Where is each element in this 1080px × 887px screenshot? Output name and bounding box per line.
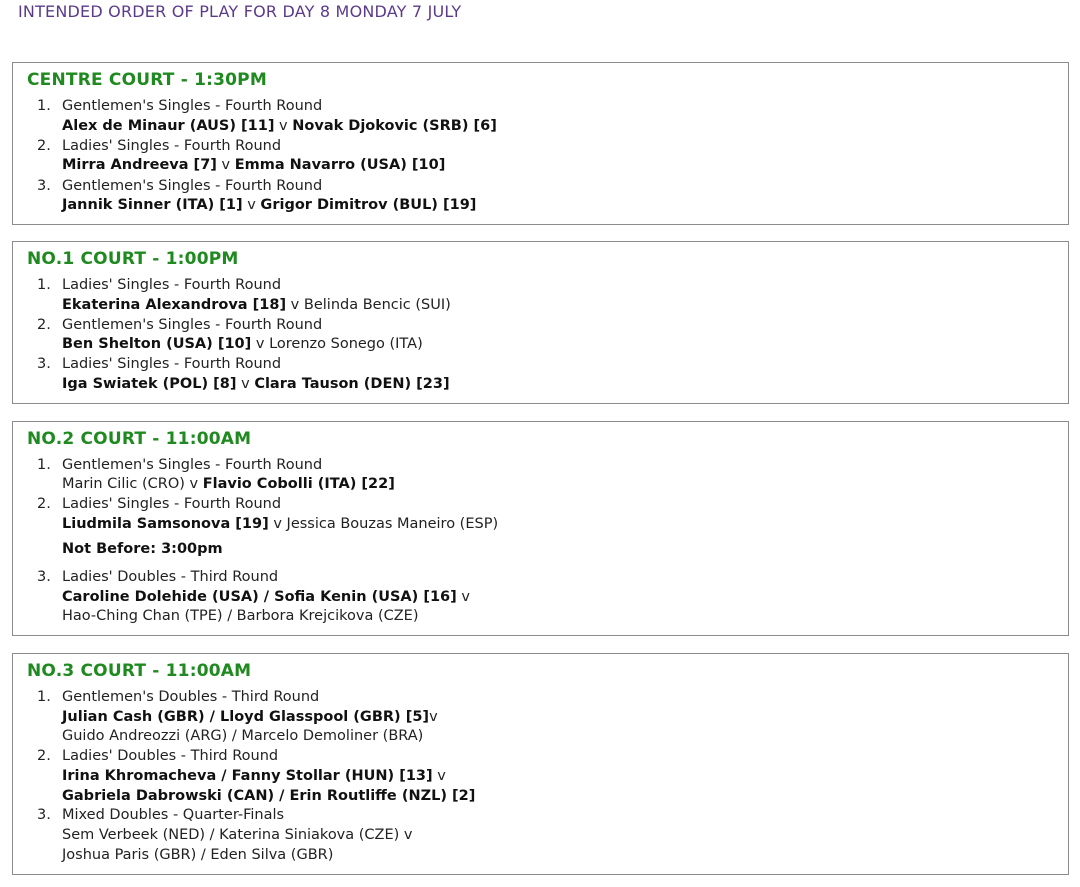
versus-label: v (429, 709, 438, 725)
versus-label: v (399, 827, 413, 843)
player-2: Grigor Dimitrov (BUL) [19] (260, 197, 477, 213)
not-before-note: Not Before: 3:00pm (62, 541, 223, 557)
event-name: Gentlemen's Singles - Fourth Round (62, 317, 323, 333)
team-2: Gabriela Dabrowski (CAN) / Erin Routliffe (NZL) [2] (62, 788, 476, 804)
player-1: Alex de Minaur (AUS) [11] (62, 118, 275, 134)
court-block-no2 (12, 421, 1069, 636)
player-1: Ekaterina Alexandrova [18] (62, 297, 287, 313)
event-name: Ladies' Doubles - Third Round (62, 569, 279, 585)
versus-label: v (432, 768, 446, 784)
match-players (62, 117, 497, 135)
team-2: Guido Andreozzi (ARG) / Marcelo Demoliner (BRA) (62, 728, 424, 744)
event-name: Gentlemen's Singles - Fourth Round (62, 98, 323, 114)
team-1: Caroline Dolehide (USA) / Sofia Kenin (USA) [16] (62, 589, 457, 605)
player-2: Emma Navarro (USA) [10] (234, 157, 446, 173)
player-1: Mirra Andreeva [7] (62, 157, 217, 173)
event-name: Ladies' Singles - Fourth Round (62, 138, 282, 154)
match-players (62, 826, 413, 844)
event-name: Ladies' Singles - Fourth Round (62, 356, 282, 372)
versus-label: v (268, 516, 287, 532)
event-name: Ladies' Singles - Fourth Round (62, 496, 282, 512)
versus-label: v (236, 376, 255, 392)
event-name: Mixed Doubles - Quarter-Finals (62, 807, 285, 823)
match-players (62, 156, 445, 174)
player-2: Jessica Bouzas Maneiro (ESP) (286, 516, 499, 532)
player-2: Lorenzo Sonego (ITA) (269, 336, 423, 352)
player-1: Iga Swiatek (POL) [8] (62, 376, 237, 392)
event-name: Gentlemen's Doubles - Third Round (62, 689, 320, 705)
match-number: 2. (37, 748, 51, 764)
event-name: Gentlemen's Singles - Fourth Round (62, 178, 323, 194)
player-2: Clara Tauson (DEN) [23] (254, 376, 450, 392)
player-1: Ben Shelton (USA) [10] (62, 336, 252, 352)
match-players (62, 708, 438, 726)
player-1: Jannik Sinner (ITA) [1] (62, 197, 243, 213)
team-1: Sem Verbeek (NED) / Katerina Siniakova (CZE) (62, 827, 400, 843)
court-block-centre (12, 62, 1069, 225)
match-players (62, 375, 450, 393)
court-block-no1 (12, 241, 1069, 404)
versus-label: v (251, 336, 270, 352)
player-1: Marin Cilic (CRO) (62, 476, 185, 492)
versus-label: v (242, 197, 261, 213)
match-number: 2. (37, 138, 51, 154)
match-players (62, 767, 446, 785)
versus-label: v (184, 476, 203, 492)
match-players (62, 335, 423, 353)
event-name: Ladies' Singles - Fourth Round (62, 277, 282, 293)
match-players (62, 296, 451, 314)
match-number: 2. (37, 317, 51, 333)
player-2: Flavio Cobolli (ITA) [22] (202, 476, 395, 492)
player-2: Belinda Bencic (SUI) (303, 297, 451, 313)
match-number: 3. (37, 356, 51, 372)
court-title: NO.2 COURT - 11:00AM (27, 429, 252, 449)
match-players-continued (62, 787, 475, 805)
match-number: 3. (37, 178, 51, 194)
team-1: Irina Khromacheva / Fanny Stollar (HUN) [13] (62, 768, 433, 784)
match-players-continued (62, 727, 423, 745)
court-block-no3 (12, 653, 1069, 875)
match-players (62, 588, 470, 606)
match-number: 1. (37, 98, 51, 114)
page-title: INTENDED ORDER OF PLAY FOR DAY 8 MONDAY 7 JULY (18, 2, 462, 21)
versus-label: v (216, 157, 235, 173)
match-players-continued (62, 846, 333, 864)
team-2: Joshua Paris (GBR) / Eden Silva (GBR) (62, 847, 334, 863)
versus-label: v (456, 589, 470, 605)
match-players (62, 475, 395, 493)
player-1: Liudmila Samsonova [19] (62, 516, 269, 532)
match-number: 3. (37, 569, 51, 585)
match-number: 2. (37, 496, 51, 512)
match-players (62, 515, 498, 533)
match-number: 1. (37, 457, 51, 473)
court-title: CENTRE COURT - 1:30PM (27, 70, 267, 90)
court-title: NO.3 COURT - 11:00AM (27, 661, 252, 681)
match-number: 1. (37, 277, 51, 293)
match-number: 3. (37, 807, 51, 823)
match-players (62, 196, 476, 214)
player-2: Novak Djokovic (SRB) [6] (292, 118, 497, 134)
event-name: Ladies' Doubles - Third Round (62, 748, 279, 764)
team-2: Hao-Ching Chan (TPE) / Barbora Krejcikova (CZE) (62, 608, 419, 624)
versus-label: v (274, 118, 293, 134)
match-players-continued (62, 607, 418, 625)
match-number: 1. (37, 689, 51, 705)
versus-label: v (286, 297, 304, 313)
event-name: Gentlemen's Singles - Fourth Round (62, 457, 323, 473)
team-1: Julian Cash (GBR) / Lloyd Glasspool (GBR) [5] (62, 709, 430, 725)
court-title: NO.1 COURT - 1:00PM (27, 249, 239, 269)
